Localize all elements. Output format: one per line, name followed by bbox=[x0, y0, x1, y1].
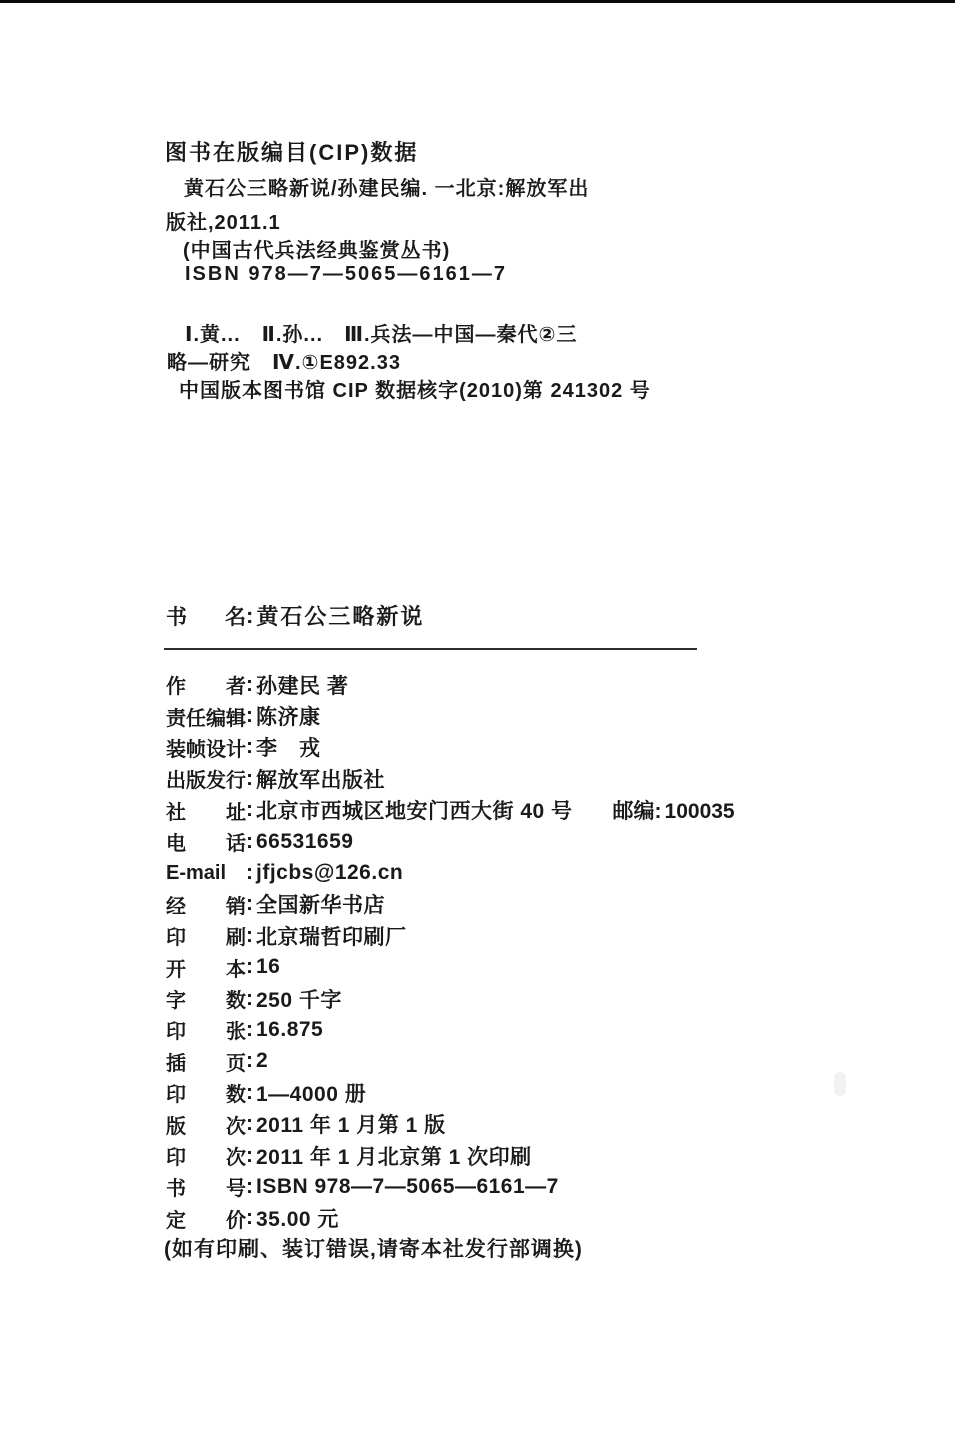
colophon-label: 开本 bbox=[166, 958, 246, 981]
scan-top-edge bbox=[0, 0, 955, 3]
colophon-label: 印数 bbox=[166, 1084, 246, 1107]
colophon-label: 作者 bbox=[166, 676, 246, 699]
colophon-colon: : bbox=[246, 1143, 253, 1167]
colophon-row-distributor bbox=[166, 889, 886, 920]
colophon-label: E-mail bbox=[166, 861, 227, 884]
colophon-row-phone bbox=[166, 826, 886, 857]
colophon-label: 装帧设计 bbox=[166, 738, 246, 761]
scan-artifact bbox=[834, 1072, 846, 1096]
colophon-value: 66531659 bbox=[256, 829, 354, 853]
cip-isbn: ISBN 978—7—5065—6161—7 bbox=[185, 263, 507, 285]
colophon-row-impression bbox=[166, 1140, 886, 1171]
colophon-label: 定价 bbox=[166, 1209, 246, 1232]
colophon-row-printer bbox=[166, 920, 886, 951]
cip-classification-line-2: 略—研究 Ⅳ.①E892.33 bbox=[167, 352, 401, 374]
colophon-list bbox=[166, 669, 886, 1234]
colophon-label: 印张 bbox=[166, 1021, 246, 1044]
colophon-row-edition bbox=[166, 1108, 886, 1139]
colophon-row-publisher bbox=[166, 763, 886, 794]
postal-code-value: 100035 bbox=[664, 800, 735, 824]
colophon-row-address bbox=[166, 795, 886, 826]
colophon-row-email bbox=[166, 857, 886, 888]
book-title-value: 黄石公三略新说 bbox=[256, 604, 425, 629]
colophon-row-format bbox=[166, 952, 886, 983]
colophon-colon: : bbox=[246, 704, 253, 728]
colophon-label: 印次 bbox=[166, 1147, 246, 1170]
colophon-row-print-run bbox=[166, 1077, 886, 1108]
colophon-row-price bbox=[166, 1203, 886, 1234]
colophon-row-author bbox=[166, 669, 886, 700]
colophon-label: 电话 bbox=[166, 833, 246, 856]
colophon-value: 李 戎 bbox=[256, 737, 321, 761]
colophon-label: 字数 bbox=[166, 990, 246, 1013]
colophon-colon: : bbox=[654, 800, 662, 824]
colophon-value: 250 千字 bbox=[256, 988, 342, 1012]
colophon-value: ISBN 978—7—5065—6161—7 bbox=[256, 1174, 559, 1198]
colophon-colon: : bbox=[246, 1017, 253, 1041]
cip-record-number: 中国版本图书馆 CIP 数据核字(2010)第 241302 号 bbox=[179, 380, 651, 402]
colophon-row-sheets bbox=[166, 1014, 886, 1045]
colophon-colon: : bbox=[246, 1112, 253, 1136]
colophon-label: 出版发行 bbox=[166, 770, 246, 793]
colophon-value: 孙建民 著 bbox=[256, 674, 349, 698]
colophon-colon: : bbox=[246, 861, 253, 885]
colophon-value: 解放军出版社 bbox=[256, 768, 385, 792]
colophon-colon: : bbox=[246, 735, 253, 759]
colophon-value: 2011 年 1 月北京第 1 次印刷 bbox=[256, 1145, 532, 1169]
postal-code-pair bbox=[613, 795, 735, 825]
colophon-value: 16 bbox=[256, 955, 281, 979]
book-title-colon: : bbox=[246, 602, 254, 628]
colophon-colon: : bbox=[246, 672, 253, 696]
book-title-row bbox=[166, 600, 424, 631]
colophon-colon: : bbox=[246, 798, 253, 822]
cip-series-name: (中国古代兵法经典鉴赏丛书) bbox=[183, 240, 451, 262]
colophon-label: 版次 bbox=[166, 1115, 246, 1138]
colophon-value: 陈济康 bbox=[256, 706, 321, 730]
colophon-label: 社址 bbox=[166, 801, 246, 824]
colophon-value: 北京市西城区地安门西大街 40 号 bbox=[256, 800, 573, 824]
colophon-value: 全国新华书店 bbox=[256, 894, 385, 918]
colophon-value: 35.00 元 bbox=[256, 1208, 339, 1232]
colophon-label: 印刷 bbox=[166, 927, 246, 950]
cip-classification-line-1: Ⅰ.黄... Ⅱ.孙... Ⅲ.兵法—中国—秦代②三 bbox=[185, 324, 578, 346]
colophon-value: 1—4000 册 bbox=[256, 1082, 367, 1106]
colophon-colon: : bbox=[246, 1080, 253, 1104]
colophon-colon: : bbox=[246, 1049, 253, 1073]
colophon-value: 2011 年 1 月第 1 版 bbox=[256, 1114, 446, 1138]
colophon-label: 书号 bbox=[166, 1178, 246, 1201]
colophon-row-inserts bbox=[166, 1046, 886, 1077]
colophon-label: 责任编辑 bbox=[166, 707, 246, 730]
colophon-colon: : bbox=[246, 923, 253, 947]
colophon-colon: : bbox=[246, 986, 253, 1010]
colophon-colon: : bbox=[246, 1174, 253, 1198]
colophon-label: 插页 bbox=[166, 1052, 246, 1075]
colophon-value: 北京瑞哲印刷厂 bbox=[256, 925, 407, 949]
colophon-colon: : bbox=[246, 892, 253, 916]
book-title-label: 书名 bbox=[166, 605, 246, 629]
colophon-colon: : bbox=[246, 766, 253, 790]
colophon-row-word-count bbox=[166, 983, 886, 1014]
colophon-row-isbn bbox=[166, 1171, 886, 1202]
colophon-colon: : bbox=[246, 829, 253, 853]
divider-rule bbox=[164, 648, 697, 650]
colophon-row-editor bbox=[166, 700, 886, 731]
colophon-colon: : bbox=[246, 955, 253, 979]
exchange-notice: (如有印刷、装订错误,请寄本社发行部调换) bbox=[164, 1238, 583, 1261]
colophon-value: jfjcbs@126.cn bbox=[256, 861, 404, 885]
colophon-row-designer bbox=[166, 732, 886, 763]
postal-code-label: 邮编 bbox=[612, 800, 655, 824]
colophon-value: 2 bbox=[256, 1049, 269, 1073]
cip-heading: 图书在版编目(CIP)数据 bbox=[165, 140, 419, 165]
cip-title-statement: 黄石公三略新说/孙建民编. 一北京:解放军出 bbox=[184, 178, 590, 200]
cip-publisher-year: 版社,2011.1 bbox=[166, 212, 281, 234]
colophon-label: 经销 bbox=[166, 895, 246, 918]
colophon-value: 16.875 bbox=[256, 1017, 324, 1041]
colophon-colon: : bbox=[246, 1206, 253, 1230]
